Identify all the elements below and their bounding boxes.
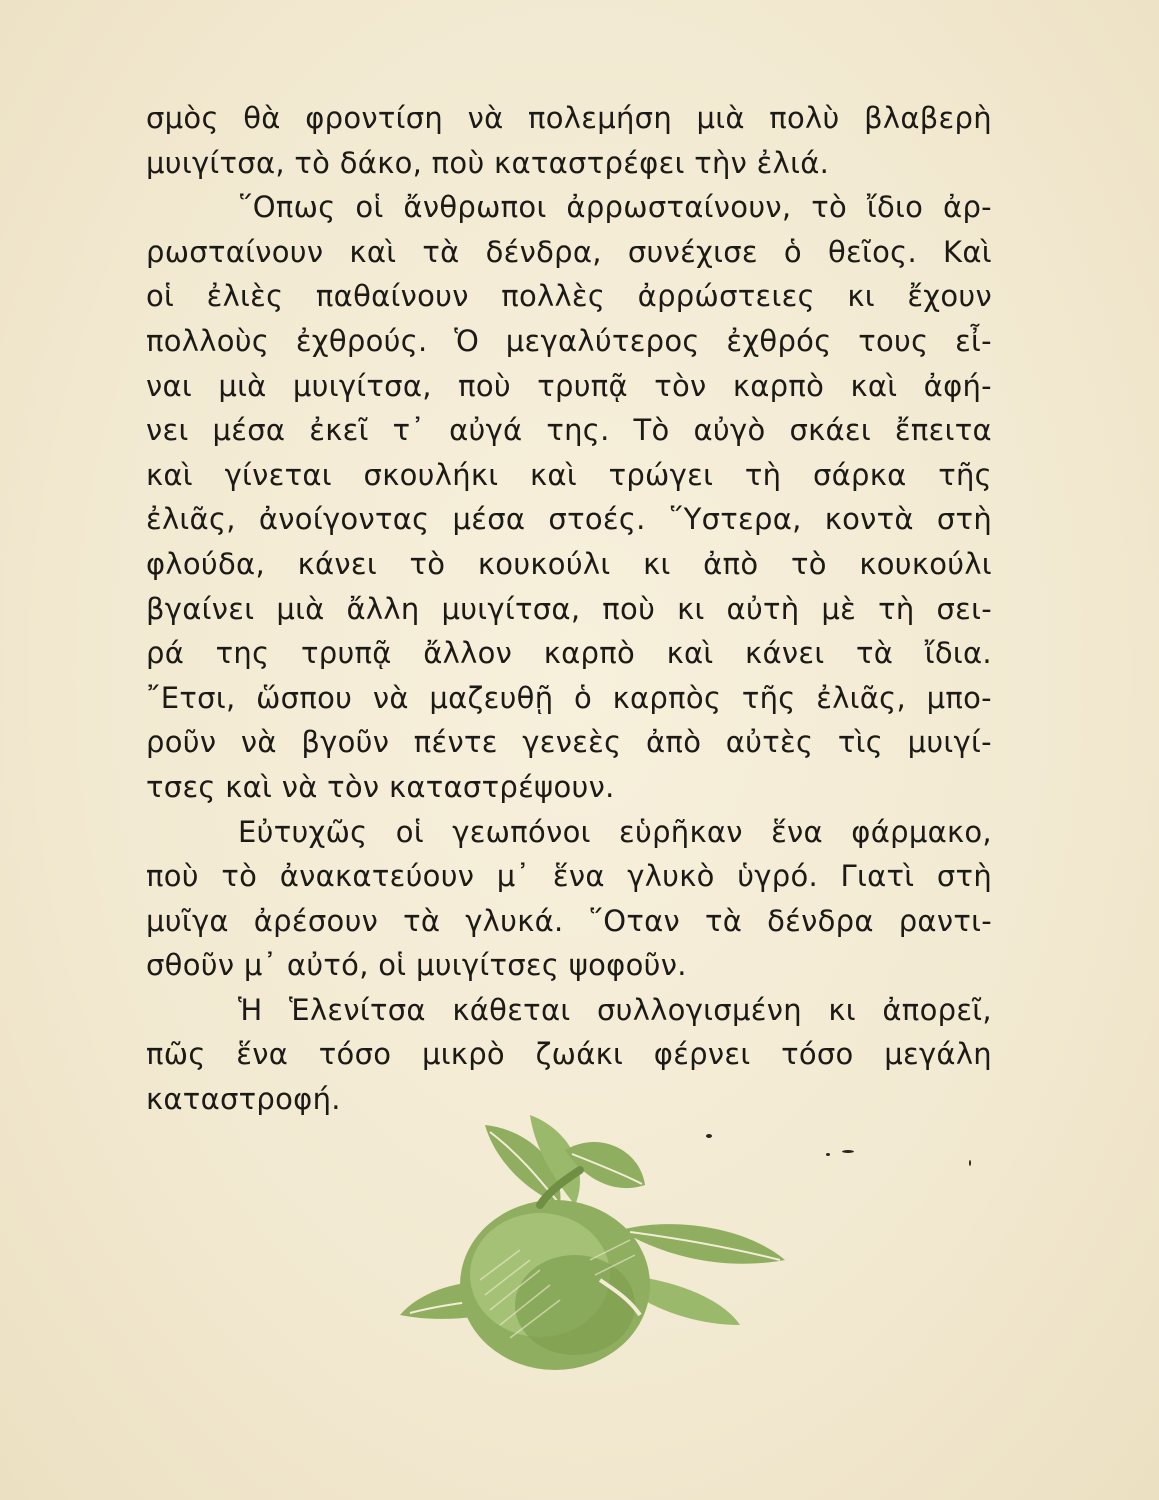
word: νει — [146, 413, 189, 448]
text-line — [146, 230, 992, 275]
word: ἴδια. — [924, 636, 992, 671]
word: κάνει — [745, 636, 825, 671]
word: ἴδιο — [866, 190, 924, 225]
word: στὴ — [936, 859, 992, 894]
word: αὐγά — [449, 413, 523, 448]
word: τὸν — [654, 368, 707, 403]
text-line — [146, 542, 992, 587]
text-line-content: σθοῦν μ᾿ αὐτό, οἱ μυιγίτσες ψοφοῦν. — [146, 948, 687, 983]
word: μυιγί- — [907, 725, 992, 760]
word: μιὰ — [276, 591, 325, 626]
word: ραντι- — [898, 903, 992, 938]
word: ῞Οπως — [238, 190, 336, 225]
word: κάνει — [297, 546, 377, 581]
text-line — [146, 676, 992, 721]
word: καρπὸς — [612, 680, 722, 715]
word: γλυκά. — [465, 903, 564, 938]
word: τὰ — [856, 636, 894, 671]
word: της. — [546, 413, 610, 448]
print-speck — [969, 1160, 971, 1166]
text-line-content: μυιγίτσα, τὸ δάκο, ποὺ καταστρέφει τὴν ἐλιά. — [146, 145, 830, 180]
word: πέντε — [413, 725, 498, 760]
word: καὶ — [349, 234, 397, 269]
text-line-content: τσες καὶ νὰ τὸν καταστρέψουν. — [146, 769, 615, 804]
word: ἐλιᾶς, — [816, 680, 907, 715]
word: κι — [847, 279, 875, 314]
text-line — [146, 854, 992, 899]
text-line — [146, 765, 992, 810]
word: ἀρρωσταίνουν, — [566, 190, 792, 225]
word: Γιατὶ — [840, 859, 915, 894]
word: γλυκὸ — [627, 859, 715, 894]
word: σκουλήκι — [363, 457, 499, 492]
word: αὐτὲς — [725, 725, 814, 760]
print-speck — [826, 1153, 830, 1156]
word: ἐχθρός — [726, 323, 832, 358]
word: της — [215, 636, 270, 671]
text-line — [146, 274, 992, 319]
word: κάθεται — [452, 992, 571, 1027]
word: ναι — [146, 368, 193, 403]
word: πολεμήση — [527, 101, 673, 135]
text-line — [146, 810, 992, 855]
word: μ᾿ — [496, 859, 531, 894]
word: τὰ — [704, 903, 743, 938]
word: ποὺ — [602, 591, 656, 626]
word: ῎Ετσι, — [146, 680, 236, 715]
word: στὴ — [936, 502, 992, 537]
word: ποὺ — [146, 859, 199, 894]
word: μὲ — [821, 591, 857, 626]
word: ὑγρό. — [737, 859, 819, 894]
word: οἱ — [355, 190, 384, 225]
text-line-content: καταστροφή. — [146, 1082, 341, 1117]
word: καρπὸ — [732, 368, 825, 403]
word: Καὶ — [943, 234, 992, 269]
word: ἐλιὲς — [206, 279, 284, 314]
word: τόσο — [781, 1037, 854, 1072]
word: μιὰ — [696, 101, 745, 135]
word: αὐτὴ — [726, 591, 800, 626]
word: ἔπειτα — [894, 413, 992, 448]
word: ἀφή- — [923, 368, 992, 403]
word: Εὐτυχῶς — [238, 814, 368, 849]
word: ὁ — [573, 680, 593, 715]
word: Ἡ — [238, 992, 263, 1027]
word: ἕνα — [552, 859, 605, 894]
word: μυιγίτσα, — [292, 368, 432, 403]
word: στοές. — [548, 502, 646, 537]
word: μεγάλη — [884, 1037, 992, 1072]
word: ρά — [146, 636, 185, 671]
word: βλαβερὴ — [864, 101, 992, 135]
word: νὰ — [372, 680, 409, 715]
word: συνέχισε — [627, 234, 758, 269]
word: σκάει — [789, 413, 872, 448]
word: ἀνακατεύουν — [279, 859, 475, 894]
word: σμὸς — [146, 101, 219, 135]
word: τ᾿ — [392, 413, 426, 448]
word: ποὺ — [458, 368, 511, 403]
word: αὐγὸ — [693, 413, 766, 448]
text-line — [146, 96, 992, 141]
word: νὰ — [467, 101, 504, 135]
word: τῆς — [938, 457, 992, 492]
text-line — [146, 497, 992, 542]
word: φάρμακο, — [851, 814, 992, 849]
word: ἐχθρούς. — [295, 323, 428, 358]
word: ἀπὸ — [703, 546, 759, 581]
olive-fruit-illustration-icon — [390, 1110, 800, 1390]
word: οἱ — [146, 279, 175, 314]
word: τὶς — [837, 725, 884, 760]
word: τους — [858, 323, 929, 358]
word: ἀρ- — [943, 190, 992, 225]
word: σάρκα — [812, 457, 907, 492]
word: καὶ — [530, 457, 577, 492]
word: μυιγίτσα, — [441, 591, 581, 626]
word: τρυπᾷ — [300, 636, 392, 671]
word: ἕνα — [771, 814, 823, 849]
word: ῞Υστερα, — [668, 502, 802, 537]
word: φροντίση — [305, 101, 444, 135]
word: Τὸ — [633, 413, 670, 448]
word: μέσα — [452, 502, 526, 537]
text-line — [146, 720, 992, 765]
word: τὸ — [221, 859, 258, 894]
word: τὸ — [790, 546, 827, 581]
word: ὁ — [783, 234, 802, 269]
word: ροῦν — [146, 725, 217, 760]
text-line — [146, 319, 992, 364]
word: φλούδα, — [146, 546, 265, 581]
text-line — [146, 587, 992, 632]
word: ἄλλον — [423, 636, 513, 671]
word: εἶ- — [955, 323, 992, 358]
word: ἄνθρωποι — [403, 190, 547, 225]
word: ἀρρώστειες — [637, 279, 815, 314]
word: οἱ — [395, 814, 424, 849]
word: καὶ — [146, 457, 193, 492]
word: καρπὸ — [543, 636, 636, 671]
word: ἀνοίγοντας — [258, 502, 430, 537]
word: ἀπὸ — [646, 725, 702, 760]
word: κουκούλι — [859, 546, 992, 581]
word: μικρὸ — [421, 1037, 505, 1072]
word: Ἑλενίτσα — [289, 992, 426, 1027]
word: μεγαλύτερος — [505, 323, 700, 358]
word: θεῖος. — [828, 234, 918, 269]
word: πολὺ — [769, 101, 840, 135]
word: βγαίνει — [146, 591, 255, 626]
body-text — [146, 96, 992, 1122]
word: εὑρῆκαν — [619, 814, 743, 849]
word: συλλογισμένη — [596, 992, 802, 1027]
word: κι — [677, 591, 705, 626]
word: πολλοὺς — [146, 323, 270, 358]
text-line — [146, 453, 992, 498]
word: μαζευθῇ — [429, 680, 554, 715]
word: κοντὰ — [824, 502, 914, 537]
word: ἀπορεῖ, — [882, 992, 992, 1027]
word: ἐκεῖ — [309, 413, 369, 448]
word: γίνεται — [224, 457, 332, 492]
word: πῶς — [146, 1037, 206, 1072]
word: κι — [643, 546, 671, 581]
word: μιὰ — [218, 368, 267, 403]
word: τῆς — [741, 680, 796, 715]
word: κι — [828, 992, 856, 1027]
word: τρώγει — [608, 457, 714, 492]
word: τὴ — [744, 457, 782, 492]
text-line — [146, 408, 992, 453]
text-line — [146, 185, 992, 230]
word: σει- — [936, 591, 992, 626]
word: ἐλιᾶς, — [146, 502, 236, 537]
text-line — [146, 988, 992, 1033]
word: ἀρέσουν — [253, 903, 379, 938]
word: μπο- — [926, 680, 992, 715]
word: νὰ — [240, 725, 277, 760]
word: ῞Οταν — [588, 903, 681, 938]
word: φέρνει — [653, 1037, 751, 1072]
word: καὶ — [850, 368, 898, 403]
word: παθαίνουν — [315, 279, 469, 314]
text-line — [146, 943, 992, 988]
word: ἕνα — [236, 1037, 289, 1072]
word: δένδρα — [767, 903, 874, 938]
word: τὰ — [422, 234, 460, 269]
word: τὴ — [878, 591, 915, 626]
word: τὸ — [811, 190, 848, 225]
word: ἔχουν — [907, 279, 992, 314]
word: γεωπόνοι — [452, 814, 591, 849]
text-line — [146, 631, 992, 676]
word: τρυπᾷ — [537, 368, 628, 403]
word: γενεὲς — [522, 725, 622, 760]
word: πολλὲς — [501, 279, 606, 314]
print-speck — [842, 1150, 854, 1153]
word: ἄλλη — [346, 591, 420, 626]
word: καὶ — [666, 636, 714, 671]
word: θὰ — [243, 101, 281, 135]
word: βγοῦν — [301, 725, 390, 760]
word: κουκούλι — [477, 546, 611, 581]
word: δένδρα, — [485, 234, 602, 269]
word: τὰ — [403, 903, 441, 938]
word: ζωάκι — [535, 1037, 624, 1072]
word: τὸ — [409, 546, 446, 581]
text-line — [146, 141, 992, 186]
word: τόσο — [318, 1037, 392, 1072]
text-line — [146, 899, 992, 944]
word: μέσα — [212, 413, 286, 448]
word: ὥσπου — [256, 680, 353, 715]
word: ρωσταίνουν — [146, 234, 324, 269]
text-line — [146, 364, 992, 409]
word: μυῖγα — [146, 903, 229, 938]
text-line — [146, 1032, 992, 1077]
word: Ὁ — [454, 323, 480, 358]
